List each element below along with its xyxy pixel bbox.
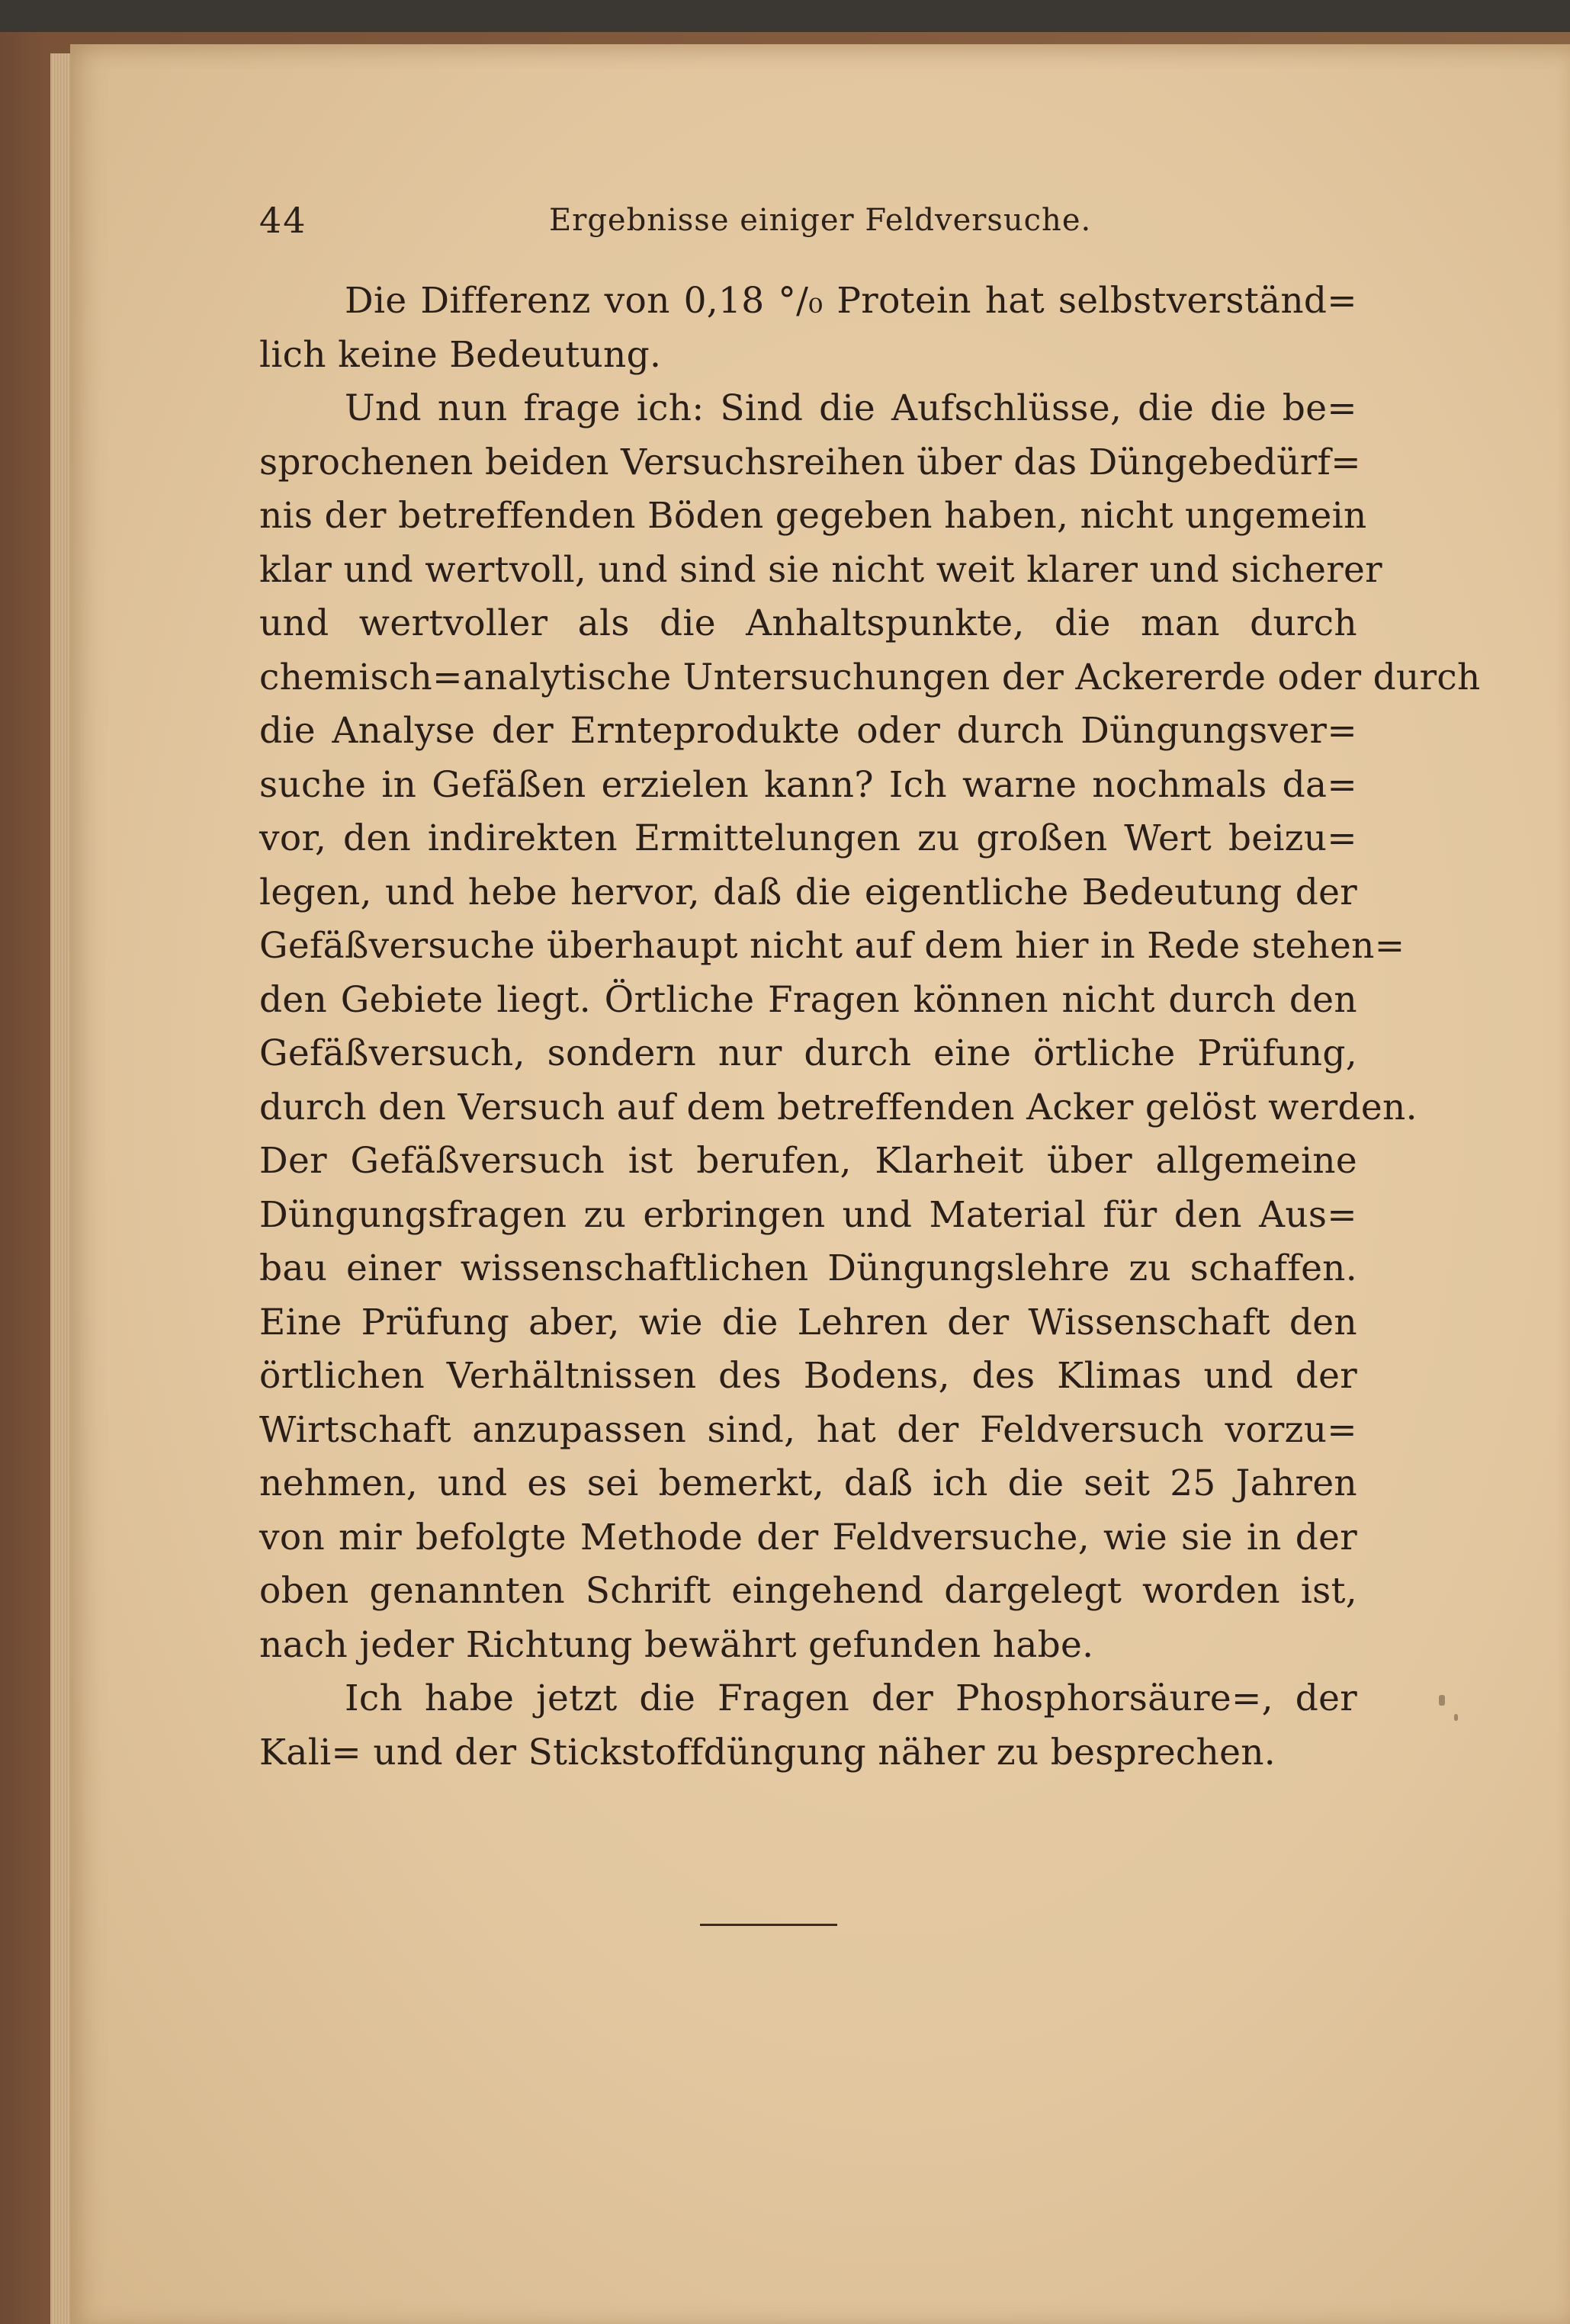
text-line: durch den Versuch auf dem betreffenden Acker gelöst werden.	[259, 1086, 1417, 1128]
text-line: oben genannten Schrift eingehend dargelegt worden ist,	[259, 1570, 1357, 1612]
paper-speck	[1454, 1714, 1458, 1721]
text-line: nehmen, und es sei bemerkt, daß ich die seit 25 Jahren	[259, 1462, 1357, 1504]
paragraph	[259, 382, 1481, 1672]
page-header	[259, 200, 1403, 246]
text-line: örtlichen Verhältnissen des Bodens, des Klimas und der	[259, 1355, 1357, 1397]
text-line: Und nun frage ich: Sind die Aufschlüsse, die die be=	[345, 387, 1357, 429]
paragraph	[259, 1672, 1357, 1780]
paragraph	[259, 274, 1357, 382]
text-line: klar und wertvoll, und sind sie nicht weit klarer und sicherer	[259, 548, 1382, 591]
text-line: den Gebiete liegt. Örtliche Fragen können nicht durch den	[259, 978, 1357, 1021]
text-line: Kali= und der Stickstoffdüngung näher zu besprechen.	[259, 1731, 1276, 1773]
text-line: und wertvoller als die Anhaltspunkte, die man durch	[259, 602, 1357, 644]
text-line: Ich habe jetzt die Fragen der Phosphorsäure=, der	[345, 1677, 1357, 1719]
text-line: Eine Prüfung aber, wie die Lehren der Wissenschaft den	[259, 1301, 1357, 1343]
text-line: chemisch=analytische Untersuchungen der Ackererde oder durch	[259, 656, 1481, 698]
text-line: suche in Gefäßen erzielen kann? Ich warne nochmals da=	[259, 763, 1357, 806]
text-line: bau einer wissenschaftlichen Düngungslehre zu schaffen.	[259, 1247, 1357, 1289]
text-line: Wirtschaft anzupassen sind, hat der Feldversuch vorzu=	[259, 1408, 1357, 1451]
text-line: Gefäßversuche überhaupt nicht auf dem hier in Rede stehen=	[259, 925, 1405, 967]
body-text	[259, 274, 1481, 1780]
text-line: Die Differenz von 0,18 °/₀ Protein hat selbstverständ=	[345, 280, 1357, 322]
text-line: die Analyse der Ernteprodukte oder durch Düngungsver=	[259, 710, 1357, 752]
text-line: sprochenen beiden Versuchsreihen über das Düngebedürf=	[259, 441, 1361, 483]
text-line: vor, den indirekten Ermittelungen zu großen Wert beizu=	[259, 817, 1357, 859]
running-head: Ergebnisse einiger Feldversuche.	[549, 203, 1092, 238]
paper-speck	[1439, 1695, 1445, 1706]
text-line: von mir befolgte Methode der Feldversuche, wie sie in der	[259, 1516, 1357, 1558]
text-line: nach jeder Richtung bewährt gefunden habe.	[259, 1623, 1094, 1666]
text-line: legen, und hebe hervor, daß die eigentliche Bedeutung der	[259, 871, 1357, 913]
section-end-rule	[700, 1924, 837, 1926]
text-line: lich keine Bedeutung.	[259, 333, 662, 376]
page-number: 44	[259, 200, 307, 241]
text-line: nis der betreffenden Böden gegeben haben, nicht ungemein	[259, 495, 1367, 537]
text-line: Gefäßversuch, sondern nur durch eine örtliche Prüfung,	[259, 1032, 1357, 1074]
text-line: Der Gefäßversuch ist berufen, Klarheit über allgemeine	[259, 1140, 1357, 1182]
text-line: Düngungsfragen zu erbringen und Material für den Aus=	[259, 1193, 1357, 1236]
